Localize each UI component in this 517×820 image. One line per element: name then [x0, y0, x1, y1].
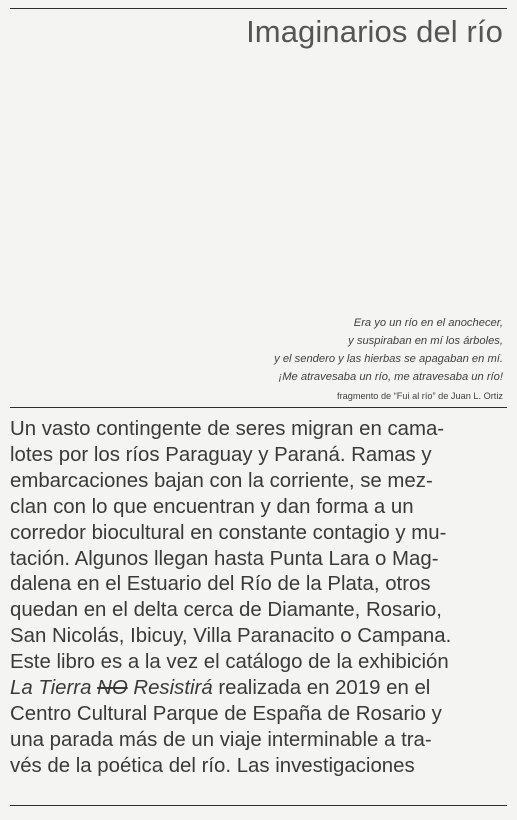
- epigraph-credit: fragmento de “Fui al río” de Juan L. Ortiz: [337, 391, 503, 401]
- paragraph-line: corredor biocultural en constante contagio y mu-: [10, 521, 447, 544]
- paragraph-line: una parada más de un viaje interminable a tra-: [10, 728, 432, 751]
- paragraph-line: dalena en el Estuario del Río de la Plata, otros: [10, 573, 431, 596]
- exhibition-title-part: La Tierra: [10, 677, 98, 700]
- paragraph-line: [10, 676, 510, 702]
- paragraph-line: lotes por los ríos Paraguay y Paraná. Ramas y: [10, 443, 432, 466]
- paragraph-line: embarcaciones bajan con la corriente, se mez-: [10, 469, 433, 492]
- exhibition-title: [10, 677, 213, 699]
- epigraph-line: Era yo un río en el anochecer,: [353, 317, 503, 329]
- exhibition-title-strikethrough: NO: [97, 677, 128, 700]
- paragraph-line: San Nicolás, Ibicuy, Villa Paranacito o Campana.: [10, 625, 452, 648]
- epigraph-line: y el sendero y las hierbas se apagaban en mí.: [274, 353, 503, 365]
- epigraph-line: y suspiraban en mí los árboles,: [348, 335, 503, 347]
- top-rule: [10, 8, 507, 9]
- paragraph-line: clan con lo que encuentran y dan forma a un: [10, 495, 414, 518]
- exhibition-title-part: Resistirá: [127, 677, 213, 700]
- bottom-rule: [10, 805, 507, 806]
- paragraph-line: tación. Algunos llegan hasta Punta Lara o Mag-: [10, 547, 439, 570]
- exhibition-line-rest: realizada en 2019 en el: [212, 677, 431, 700]
- paragraph-line: Un vasto contingente de seres migran en cama-: [10, 418, 445, 440]
- paragraph-line: Centro Cultural Parque de España de Rosario y: [10, 702, 442, 725]
- section-divider: [10, 407, 507, 408]
- paragraph-line: Este libro es a la vez el catálogo de la exhibición: [10, 651, 449, 674]
- paragraph-line: quedan en el delta cerca de Diamante, Rosario,: [10, 599, 442, 622]
- epigraph: [274, 314, 503, 405]
- paragraph-line: vés de la poética del río. Las investigaciones: [10, 754, 415, 777]
- body-paragraph: [10, 417, 510, 780]
- page-title: Imaginarios del río: [246, 14, 503, 49]
- epigraph-line: ¡Me atravesaba un río, me atravesaba un río!: [278, 371, 503, 383]
